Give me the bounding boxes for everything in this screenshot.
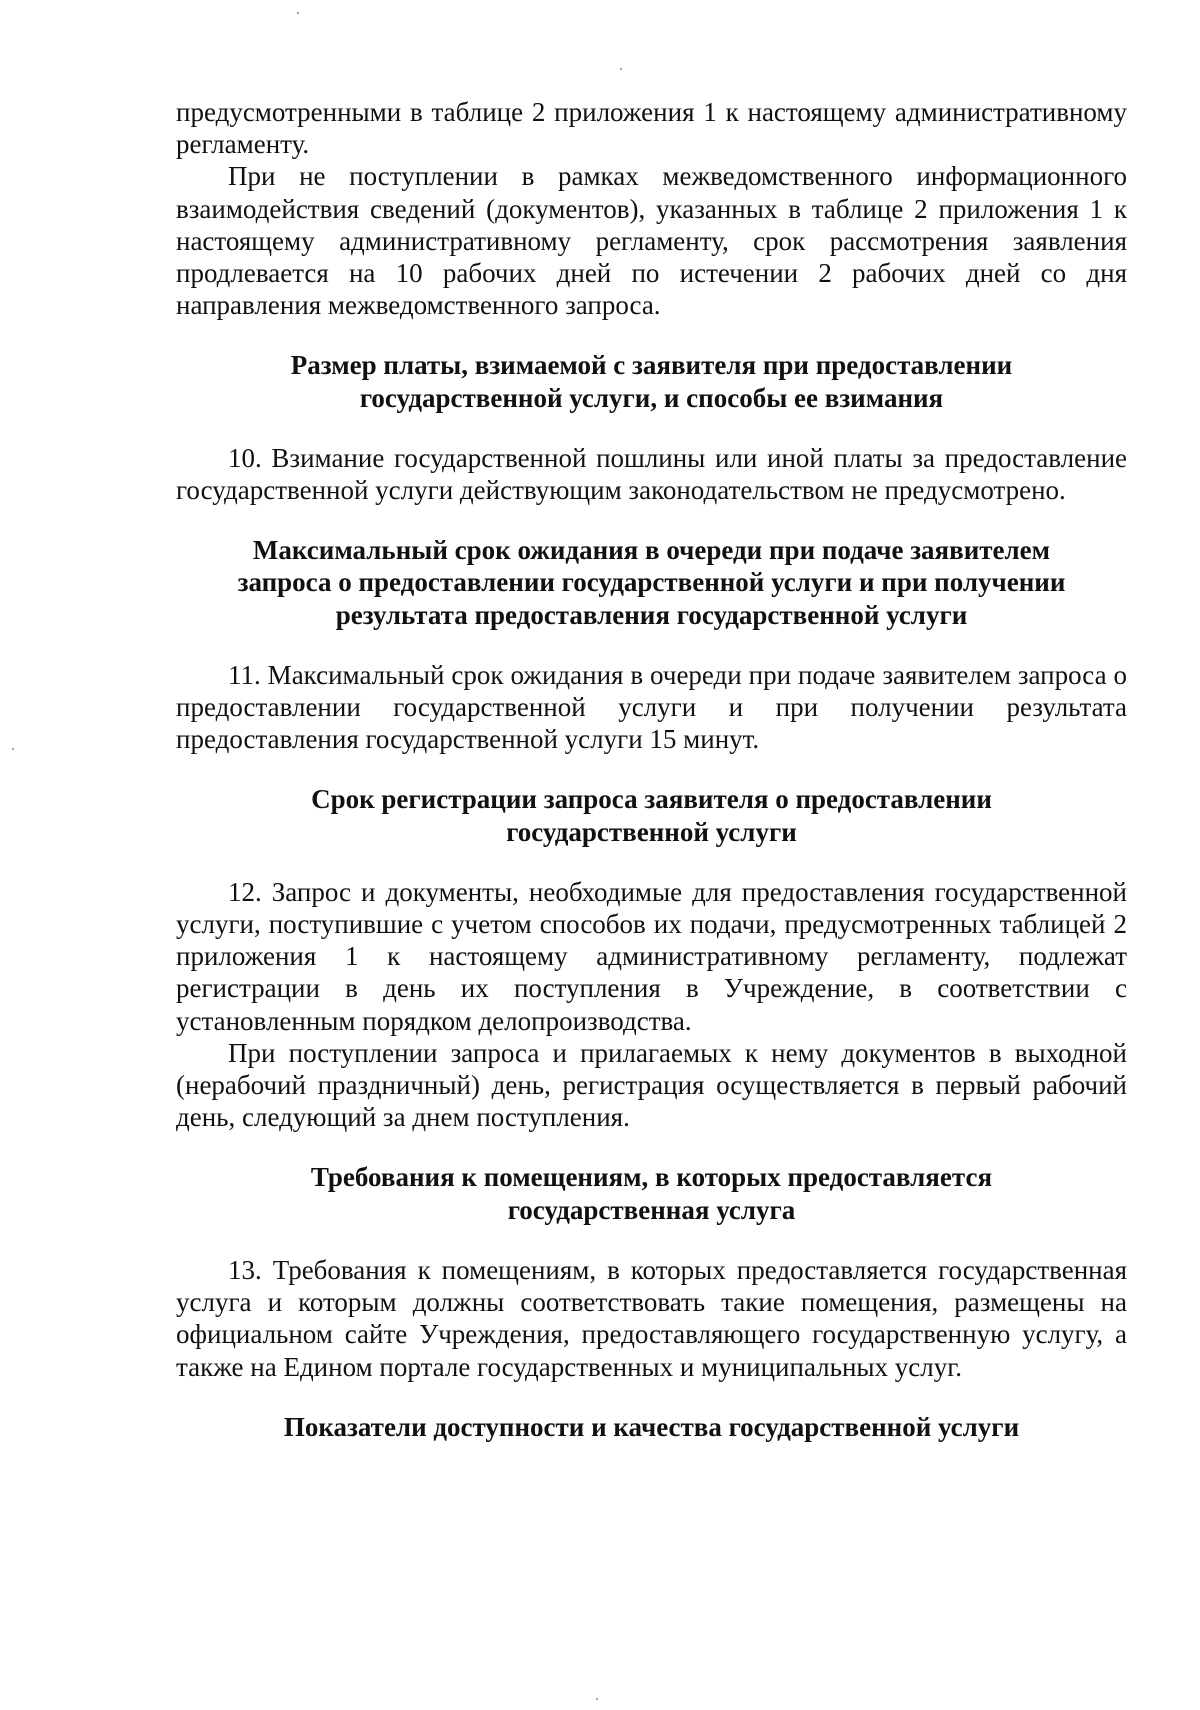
document-body: [176, 96, 1127, 1443]
paragraph-12: 12. Запрос и документы, необходимые для предоставления государственной услуги, поступившие с учетом способов их подачи, предусмотренных таблицей 2 приложения 1 к настоящему административному регламенту, подлежат регистрации в день их поступления в Учреждение, в соответствии с установленным порядком делопроизводства.: [176, 876, 1127, 1036]
section-heading-fee: [176, 349, 1127, 413]
section-heading-registration-line2: государственной услуги: [506, 816, 797, 847]
section-heading-queue-line1: Максимальный срок ожидания в очереди при подаче заявителем: [252, 535, 1051, 566]
section-heading-fee-line2: государственной услуги, и способы ее взимания: [359, 382, 944, 413]
scan-speck: [297, 12, 299, 14]
section-heading-quality: Показатели доступности и качества государственной услуги: [283, 1411, 1020, 1442]
scan-speck: [596, 1698, 598, 1700]
section-heading-queue: [176, 534, 1127, 631]
paragraph-10: 10. Взимание государственной пошлины или иной платы за предоставление государственной услуги действующим законодательством не предусмотрено.: [176, 442, 1127, 506]
paragraph-12-holiday: При поступлении запроса и прилагаемых к нему документов в выходной (нерабочий праздничный) день, регистрация осуществляется в первый рабочий день, следующий за днем поступления.: [176, 1037, 1127, 1133]
section-heading-fee-line1: Размер платы, взимаемой с заявителя при предоставлении: [290, 350, 1013, 381]
paragraph-interagency-extension: При не поступлении в рамках межведомственного информационного взаимодействия сведений (документов), указанных в таблице 2 приложения 1 к настоящему административному регламенту, срок рассмотрения заявления продлевается на 10 рабочих дней по истечении 2 рабочих дней со дня направления межведомственного запроса.: [176, 161, 1127, 321]
paragraph-11: 11. Максимальный срок ожидания в очереди при подаче заявителем запроса о предоставлении государственной услуги и при получении результата предоставления государственной услуги 15 минут.: [176, 659, 1127, 755]
section-heading-queue-line2: запроса о предоставлении государственной услуги и при получении: [237, 567, 1066, 598]
section-heading-premises-line1: Требования к помещениям, в которых предоставляется: [310, 1162, 993, 1193]
scan-speck: [12, 748, 14, 750]
section-heading-premises: [176, 1161, 1127, 1225]
paragraph-13: 13. Требования к помещениям, в которых предоставляется государственная услуга и которым должны соответствовать такие помещения, размещены на официальном сайте Учреждения, предоставляющего государственную услугу, а также на Едином портале государственных и муниципальных услуг.: [176, 1254, 1127, 1382]
section-heading-registration-line1: Срок регистрации запроса заявителя о предоставлении: [311, 784, 992, 815]
scan-speck: [620, 68, 622, 70]
section-heading-premises-line2: государственная услуга: [507, 1194, 796, 1225]
section-heading-registration: [176, 783, 1127, 847]
section-heading-queue-line3: результата предоставления государственной услуги: [335, 599, 968, 630]
paragraph-intro-continuation: предусмотренными в таблице 2 приложения 1 к настоящему административному регламенту.: [176, 97, 1127, 160]
